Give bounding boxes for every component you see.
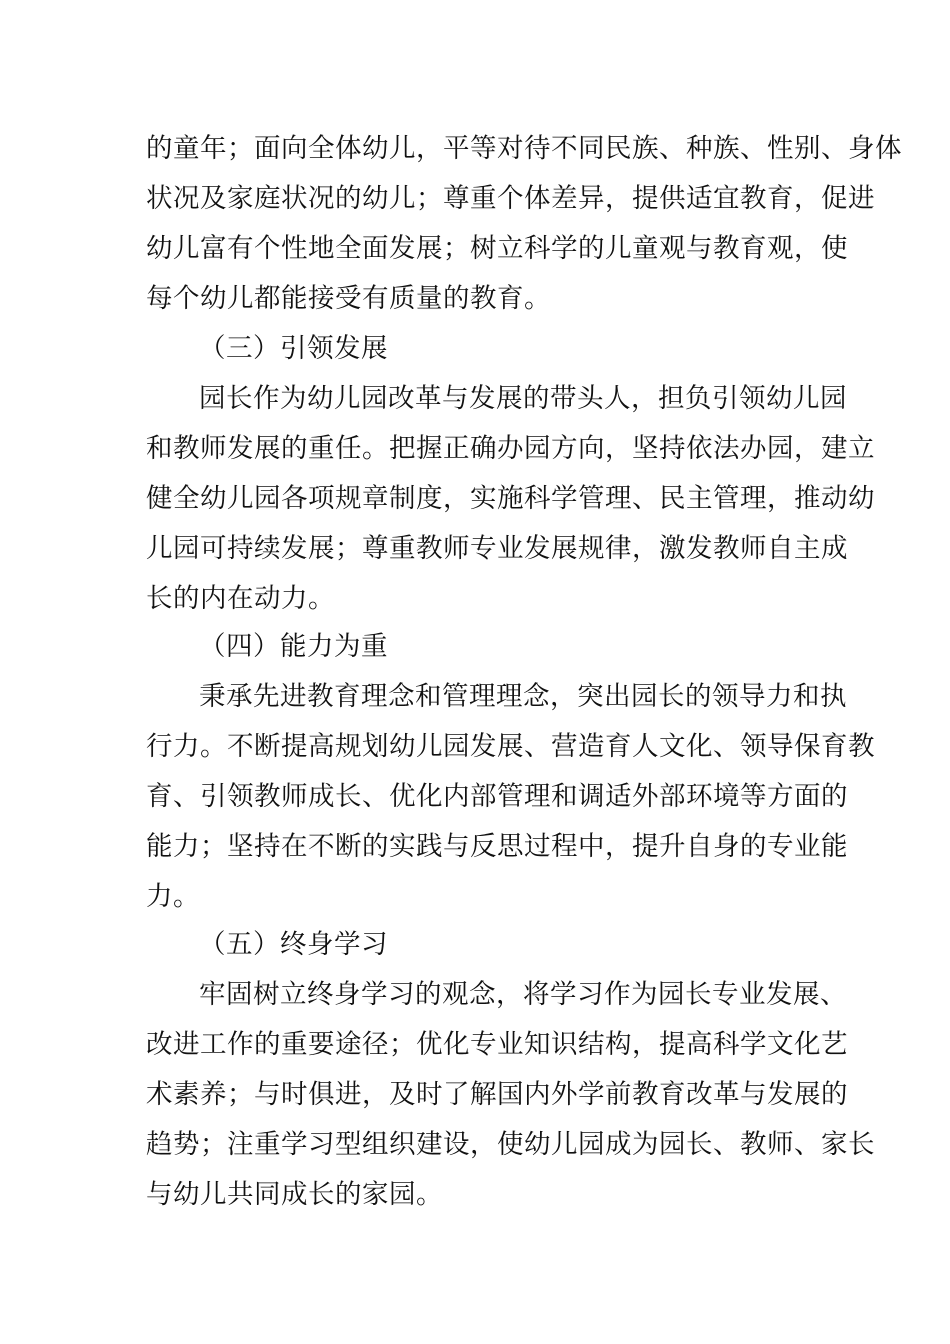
paragraph-line: 长的内在动力。	[146, 583, 335, 614]
paragraph-line: 改进工作的重要途径；优化专业知识结构，提高科学文化艺	[146, 1029, 848, 1060]
paragraph-line: 幼儿富有个性地全面发展；树立科学的儿童观与教育观，使	[146, 233, 848, 264]
paragraph-line: 和教师发展的重任。把握正确办园方向，坚持依法办园，建立	[146, 433, 875, 464]
paragraph-line: 健全幼儿园各项规章制度，实施科学管理、民主管理，推动幼	[146, 483, 875, 514]
paragraph-line: 力。	[146, 881, 200, 912]
section-heading-4: （四）能力为重	[199, 631, 388, 662]
paragraph-line: 牢固树立终身学习的观念，将学习作为园长专业发展、	[199, 979, 847, 1010]
paragraph-line: 的童年；面向全体幼儿，平等对待不同民族、种族、性别、身体	[146, 133, 902, 164]
paragraph-line: 状况及家庭状况的幼儿；尊重个体差异，提供适宜教育，促进	[146, 183, 875, 214]
paragraph-line: 园长作为幼儿园改革与发展的带头人，担负引领幼儿园	[199, 383, 847, 414]
paragraph-line: 行力。不断提高规划幼儿园发展、营造育人文化、领导保育教	[146, 731, 875, 762]
section-heading-5: （五）终身学习	[199, 929, 388, 960]
paragraph-line: 育、引领教师成长、优化内部管理和调适外部环境等方面的	[146, 781, 848, 812]
paragraph-line: 术素养；与时俱进，及时了解国内外学前教育改革与发展的	[146, 1079, 848, 1110]
paragraph-line: 能力；坚持在不断的实践与反思过程中，提升自身的专业能	[146, 831, 848, 862]
paragraph-line: 与幼儿共同成长的家园。	[146, 1179, 443, 1210]
paragraph-line: 每个幼儿都能接受有质量的教育。	[146, 283, 551, 314]
paragraph-line: 秉承先进教育理念和管理理念，突出园长的领导力和执	[199, 681, 847, 712]
paragraph-line: 儿园可持续发展；尊重教师专业发展规律，激发教师自主成	[146, 533, 848, 564]
paragraph-line: 趋势；注重学习型组织建设，使幼儿园成为园长、教师、家长	[146, 1129, 875, 1160]
section-heading-3: （三）引领发展	[199, 333, 388, 364]
